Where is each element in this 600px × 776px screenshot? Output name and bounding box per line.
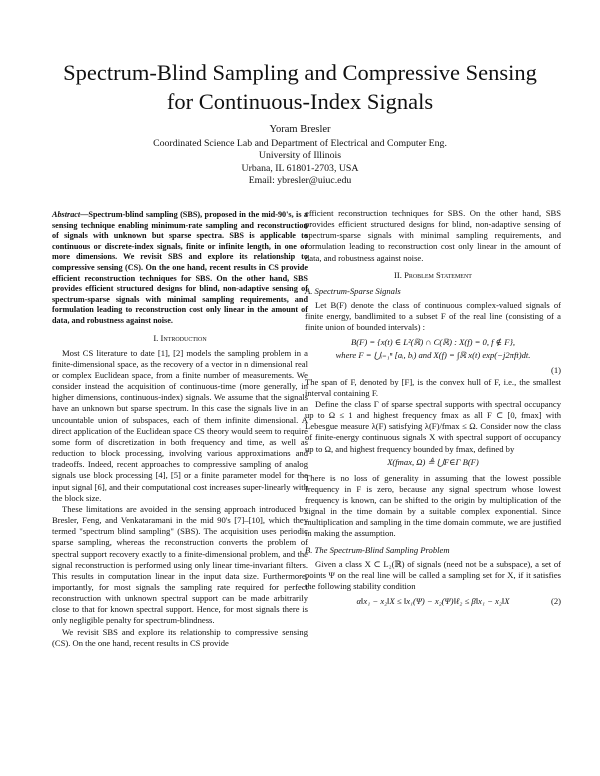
section-heading-problem-statement (305, 270, 561, 281)
author-name: Yoram Bresler (269, 124, 331, 135)
subsection-a-paragraph-2: The span of F, denoted by [F], is the convex hull of F, i.e., the smallest interval containing F. (305, 376, 561, 398)
equation-1-number: (1) (550, 364, 561, 375)
intro-paragraph-3-continued: efficient reconstruction techniques for SBS. On the other hand, SBS provides efficient structured designs for blind, non-adaptive sensing of spectrum-sparse signals with minimal sampling requirements, and formulation leading to reconstruction cost only linear in the amount of data, and robustness against noise. (305, 208, 561, 263)
equation-1-line-1: B(F) = {x(t) ∈ L²(ℝ) ∩ C(ℝ) : X(f) = 0, f ∉ F}, (350, 336, 516, 347)
left-column (52, 210, 308, 649)
intro-paragraph-2: These limitations are avoided in the sensing approach introduced by Bresler, Feng, and Venkataramani in the mid 90's [7]–[10], which they termed "spectrum blind sampling" (SBS). The acquisition uses periodic sparse sampling, whereas the reconstruction converts the problem of spectral support recovery exactly to a finite-dimensional problem, and the signal reconstruction is performed using only linear time-invariant filters. This results in computation linear in the input data size. Furthermore, importantly, for most signals the sampling rate required for perfect reconstruction with unknown spectral support can be made arbitrarily close to that for known spectral support. Hence, for most signals there is only negligible penalty for spectrum-blindness. (52, 503, 308, 626)
title-line-1: Spectrum-Blind Sampling and Compressive Sensing (63, 60, 537, 85)
affiliation-line-1: Coordinated Science Lab and Department of Electrical and Computer Eng. (153, 137, 447, 149)
intro-paragraph-3: We revisit SBS and explore its relationship to compressive sensing (CS). On the one hand, recent results in CS provide (52, 626, 308, 648)
subsection-b-paragraph-1: Given a class X ⊂ L₂(ℝ) of signals (need not be a subspace), a set of points Ψ on the real line will be called a sampling set for X, if it satisfies the following stability condition (305, 558, 561, 592)
section-title: Problem Statement (404, 269, 472, 280)
section-title: Introduction (160, 332, 207, 343)
subsection-a-paragraph-3: Define the class Γ of sparse spectral supports with spectral occupancy up to Ω ≤ 1 and highest frequency fmax as all F ⊂ [0, fmax] with Lebesgue measure λ(F) satisfying λ(F)/fmax ≤ Ω. Consider now the class of finite-energy continuous signals X with spectral support of occupancy up to Ω, and highest frequency bounded by fmax, defined by (305, 398, 561, 454)
author-email: Email: ybresler@uiuc.edu (248, 175, 352, 187)
title-line-2: for Continuous-Index Signals (166, 89, 434, 114)
abstract (52, 210, 308, 327)
subsection-a-paragraph-1: Let B(F) denote the class of continuous complex-valued signals of finite energy, bandlimited to a subset F of the real line (consisting of a finite union of bounded intervals) : (305, 300, 561, 333)
equation-2-number: (2) (550, 596, 561, 607)
section-number: II. (394, 269, 402, 280)
intro-paragraph-1: Most CS literature to date [1], [2] models the sampling problem in a finite-dimensional space, as the recovery of a vector in n dimensional real or complex Euclidean space, from a finite number of measurements. We consider instead the acquisition of continuous-time (more generally, in higher dimensions, continuous-index) signals. We assume that the signals have an unknown but sparse spectrum. In this case the signals live in an uncountable union of subspaces, each of them infinite dimensional. A direct application of the Euclidean space CS theory would seem to require some form of discretization in both frequency and time, as well as reduction to block processing, involving various approximations and tradeoffs. Indeed, recent approaches to compressive sampling of analog signals use block processing [4], [5] or a finite parameter model for the input signal [6], and their computational cost increases super-linearly with the block size. (52, 347, 308, 503)
author-block (0, 124, 600, 188)
subsection-a-paragraph-4: There is no loss of generality in assuming that the lowest possible frequency in F is zero, because any signal spectrum whose lowest frequency is known, can be shifted to the origin by multiplication of the signal in the time domain by a suitable complex exponential. Since multiplication and sampling in the time domain commute, we are justified in making the assumption. (305, 472, 561, 539)
paper-title (0, 58, 600, 116)
affiliation-line-2: University of Illinois (258, 150, 342, 162)
equation-1-line-2: where F = ⋃ᵢ₌₁ⁿ [aᵢ, bᵢ) and X(f) = ∫ℝ x(t) exp(−j2πft)dt. (335, 349, 531, 360)
affiliation-line-3: Urbana, IL 61801-2703, USA (241, 162, 359, 174)
right-column (305, 208, 561, 610)
equation-definition: X(fmax, Ω) ≜ ⋃F∈Γ B(F) (387, 456, 479, 467)
equation-2 (305, 595, 561, 610)
section-heading-introduction (52, 333, 308, 344)
abstract-text: —Spectrum-blind sampling (SBS), proposed in the mid-90's, is a sensing technique enabling minimum-rate sampling and reconstruction of signals with unknown but sparse spectra. SBS is applicable to continuous or discrete-index signals, finite or infinite length, in one or more dimensions. We revisit SBS and explore its relationship to compressive sensing (CS). On the one hand, recent results in CS provide efficient reconstruction techniques for SBS. On the other hand, SBS provides efficient structured designs for blind, non-adaptive sensing of spectrum-sparse signals with minimal sampling requirements, and formulation leading to reconstruction cost only linear in the amount of data, and robustness against noise. (52, 210, 308, 325)
equation-2-body: α‖x₁ − x₂‖X ≤ ‖x₁(Ψ) − x₂(Ψ)‖ℓ₂ ≤ β‖x₁ − x₂‖X (356, 596, 510, 607)
subsection-heading-b: B. The Spectrum-Blind Sampling Problem (305, 544, 450, 555)
abstract-lead: Abstract (52, 210, 81, 219)
subsection-heading-a: A. Spectrum-Sparse Signals (305, 285, 401, 296)
section-number: I. (153, 332, 159, 343)
